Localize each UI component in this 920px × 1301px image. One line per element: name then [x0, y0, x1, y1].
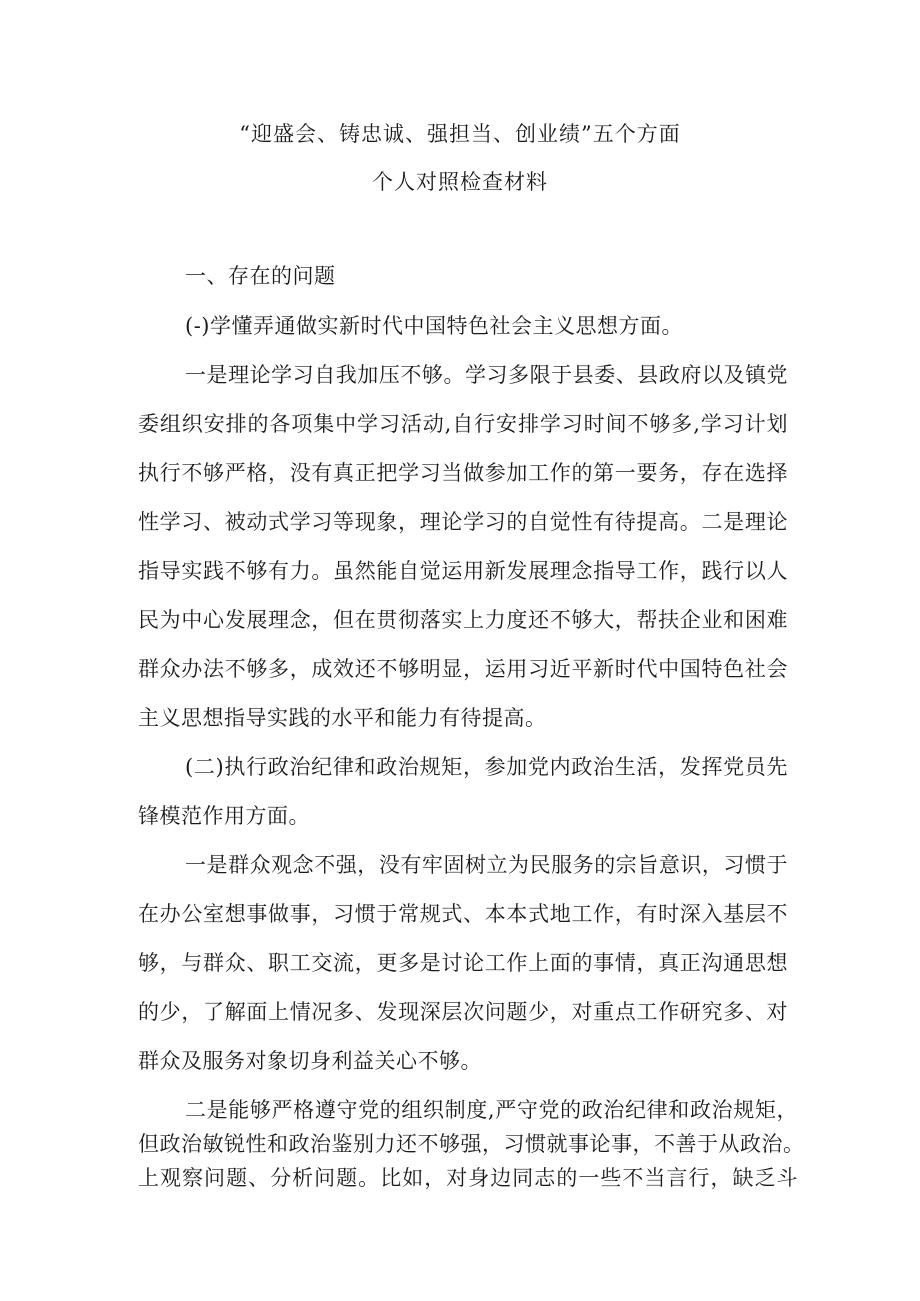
paragraph-line: 民为中心发展理念，但在贯彻落实上力度还不够大，帮扶企业和困难 [138, 608, 788, 632]
paragraph-line: 性学习、被动式学习等现象，理论学习的自觉性有待提高。二是理论 [138, 510, 788, 534]
paragraph-line: 主义思想指导实践的水平和能力有待提高。 [138, 706, 547, 730]
paragraph-line: 一是理论学习自我加压不够。学习多限于县委、县政府以及镇党 [185, 363, 788, 387]
document-title-line1: “迎盛会、铸忠诚、强担当、创业绩”五个方面 [239, 122, 681, 146]
paragraph-line: 指导实践不够有力。虽然能自觉运用新发展理念指导工作，践行以人 [138, 559, 788, 583]
paragraph-line: 群众办法不够多，成效还不够明显，运用习近平新时代中国特色社会 [138, 657, 788, 681]
paragraph-line: 但政治敏锐性和政治鉴别力还不够强，习惯就事论事，不善于从政治。 [138, 1132, 805, 1156]
paragraph-line: 二是能够严格遵守党的组织制度,严守党的政治纪律和政治规矩， [185, 1098, 798, 1122]
paragraph-line: 的少，了解面上情况多、发现深层次问题少，对重点工作研究多、对 [138, 1000, 788, 1024]
paragraph-line: 上观察问题、分析问题。比如，对身边同志的一些不当言行，缺乏斗 [138, 1166, 798, 1190]
paragraph-line: 在办公室想事做事，习惯于常规式、本本式地工作，有时深入基层不 [138, 902, 788, 926]
paragraph-line: 委组织安排的各项集中学习活动,自行安排学习时间不够多,学习计划 [138, 412, 788, 436]
paragraph-line: 一是群众观念不强，没有牢固树立为民服务的宗旨意识，习惯于 [185, 853, 788, 877]
document-title-line2: 个人对照检查材料 [372, 170, 548, 194]
paragraph-line: 够，与群众、职工交流，更多是讨论工作上面的事情，真正沟通思想 [138, 951, 788, 975]
subsection-heading-2-cont: 锋模范作用方面。 [138, 804, 310, 828]
paragraph-line: 执行不够严格，没有真正把学习当做参加工作的第一要务，存在选择 [138, 461, 788, 485]
subsection-heading-1: (-)学懂弄通做实新时代中国特色社会主义思想方面。 [185, 314, 683, 338]
paragraph-line: 群众及服务对象切身利益关心不够。 [138, 1049, 482, 1073]
section-heading: 一、存在的问题 [185, 264, 336, 288]
subsection-heading-2: (二)执行政治纪律和政治规矩，参加党内政治生活，发挥党员先 [185, 755, 788, 779]
